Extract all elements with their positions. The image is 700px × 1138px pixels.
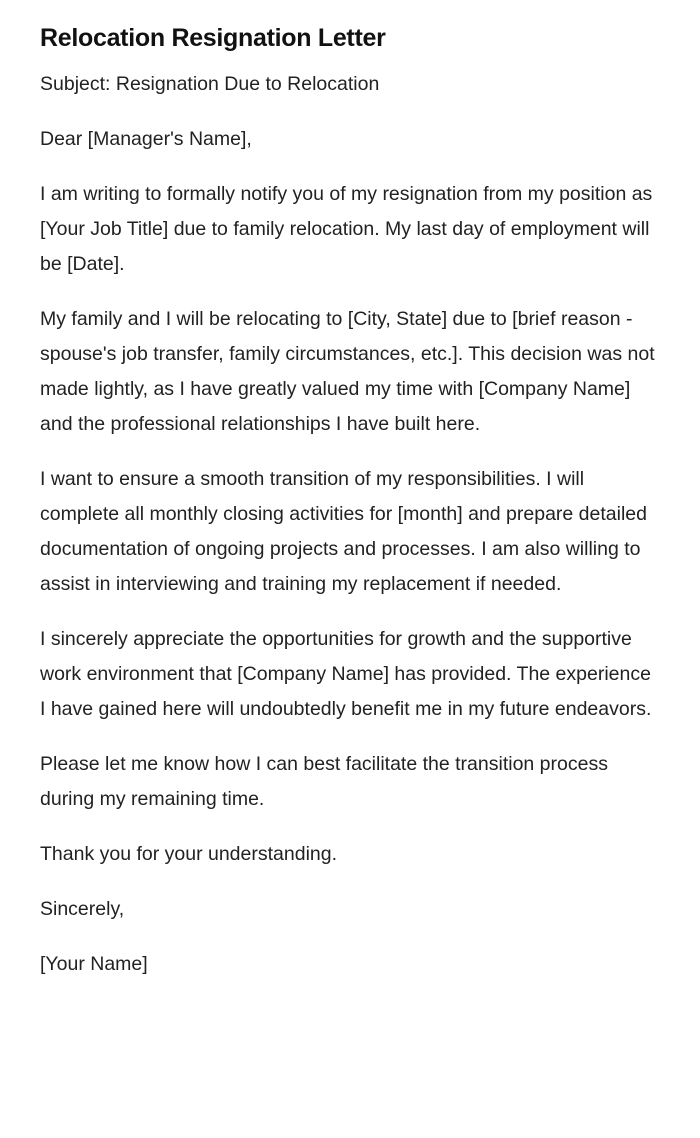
body-paragraph: Thank you for your understanding. — [40, 843, 338, 865]
salutation: Dear [Manager's Name], — [40, 128, 252, 150]
closing: Sincerely, — [40, 898, 125, 920]
page-title: Relocation Resignation Letter — [40, 24, 386, 52]
subject-line: Subject: Resignation Due to Relocation — [40, 73, 380, 95]
body-paragraph: I am writing to formally notify you of my resignation from my position as [Your Job Title] due to family relocation. My last day of employment will be [Date]. — [40, 183, 653, 275]
body-paragraph: My family and I will be relocating to [City, State] due to [brief reason - spouse's job transfer, family circumstances, etc.]. This decision was not made lightly, as I have greatly valued my time with [Company Name] and the professional relationships I have built here. — [40, 308, 655, 435]
body-paragraph: Please let me know how I can best facilitate the transition process during my remaining time. — [40, 753, 608, 810]
body-paragraph: I sincerely appreciate the opportunities for growth and the supportive work environment that [Company Name] has provided. The experience I have gained here will undoubtedly benefit me in my future endeavors. — [40, 628, 652, 720]
signature: [Your Name] — [40, 953, 148, 975]
body-paragraph: I want to ensure a smooth transition of my responsibilities. I will complete all monthly closing activities for [month] and prepare detailed documentation of ongoing projects and processes. I am also willing to assist in interviewing and training my replacement if needed. — [40, 468, 647, 595]
